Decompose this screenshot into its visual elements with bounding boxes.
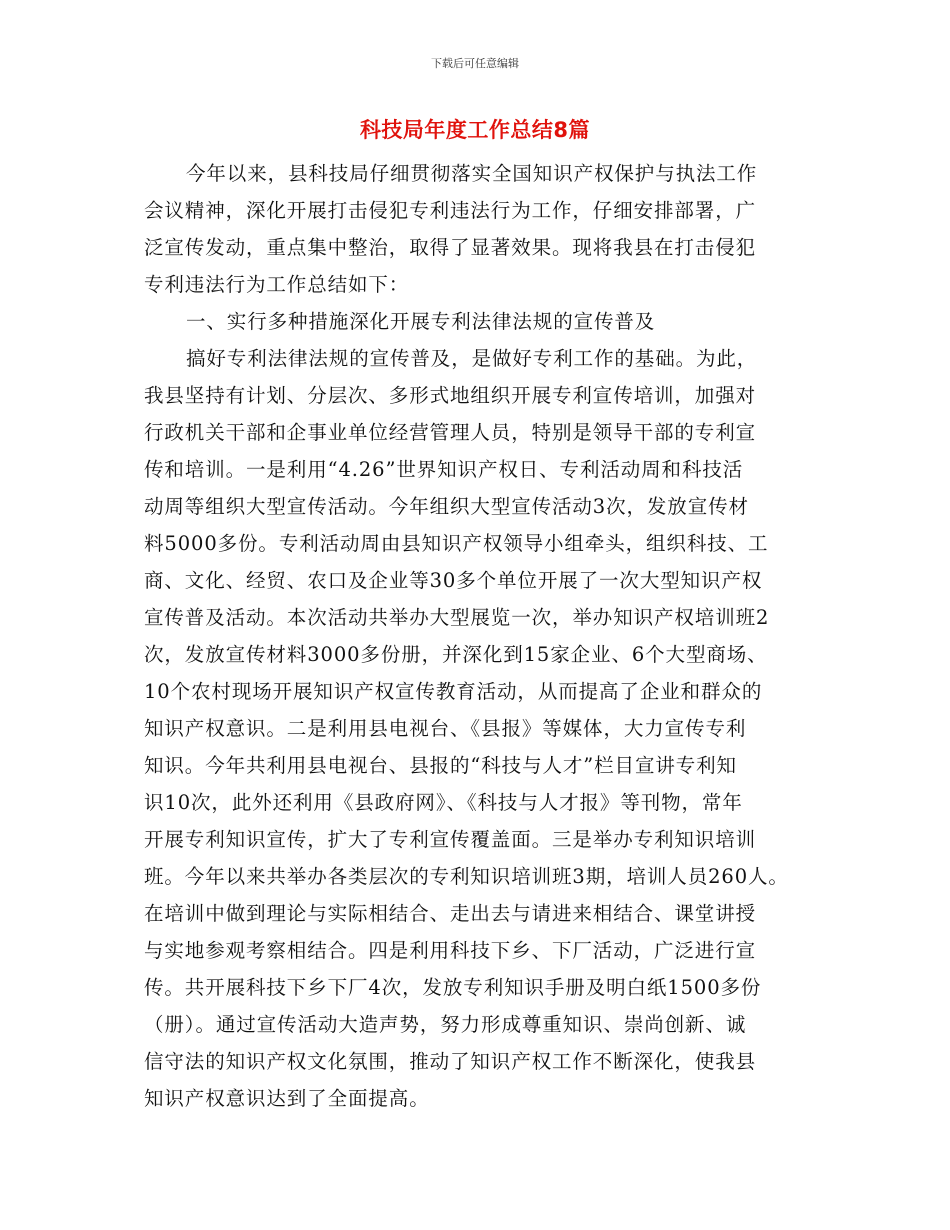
document-body [144,160,824,1122]
body-line: 商、文化、经贸、农口及企业等30多个单位开展了一次大型知识产权 [144,569,763,592]
body-line: 知识产权意识达到了全面提高。 [144,1087,430,1110]
body-line: 今年以来，县科技局仔细贯彻落实全国知识产权保护与执法工作 [186,162,758,185]
body-line: 班。今年以来共举办各类层次的专利知识培训班3期，培训人员260人。 [144,865,789,888]
body-line: 传和培训。一是利用“4.26”世界知识产权日、专利活动周和科技活 [144,458,744,481]
body-line: 与实地参观考察相结合。四是利用科技下乡、下厂活动，广泛进行宣 [144,939,757,962]
body-line: 传。共开展科技下乡下厂4次，发放专利知识手册及明白纸1500多份 [144,976,762,999]
body-line: （册）。通过宣传活动大造声势，努力形成尊重知识、崇尚创新、诚 [144,1013,747,1036]
body-line: 10个农村现场开展知识产权宣传教育活动，从而提高了企业和群众的 [144,680,763,703]
body-line: 会议精神，深化开展打击侵犯专利违法行为工作，仔细安排部署，广 [144,199,757,222]
header-note: 下载后可任意编辑 [431,57,519,70]
body-line: 料5000多份。专利活动周由县知识产权领导小组牵头，组织科技、工 [144,532,769,555]
body-line: 知识。今年共利用县电视台、县报的“科技与人才”栏目宣讲专利知 [144,754,737,777]
body-line: 搞好专利法律法规的宣传普及，是做好专利工作的基础。为此， [186,347,758,370]
body-line: 我县坚持有计划、分层次、多形式地组织开展专利宣传培训，加强对 [144,384,757,407]
body-line: 次，发放宣传材料3000多份册，并深化到15家企业、6个大型商场、 [144,643,768,666]
body-line: 在培训中做到理论与实际相结合、走出去与请进来相结合、课堂讲授 [144,902,757,925]
document-title: 科技局年度工作总结8篇 [359,118,591,142]
section-heading: 一、实行多种措施深化开展专利法律法规的宣传普及 [186,310,656,333]
body-line: 识10次，此外还利用《县政府网》、《科技与人才报》等刊物，常年 [144,791,743,814]
body-line: 行政机关干部和企事业单位经营管理人员，特别是领导干部的专利宣 [144,421,757,444]
body-line: 泛宣传发动，重点集中整治，取得了显著效果。现将我县在打击侵犯 [144,236,757,259]
body-line: 开展专利知识宣传，扩大了专利宣传覆盖面。三是举办专利知识培训 [144,828,757,851]
body-line: 专利违法行为工作总结如下： [144,273,410,296]
body-line: 信守法的知识产权文化氛围，推动了知识产权工作不断深化，使我县 [144,1050,757,1073]
body-line: 宣传普及活动。本次活动共举办大型展览一次，举办知识产权培训班2 [144,606,770,629]
body-line: 知识产权意识。二是利用县电视台、《县报》等媒体，大力宣传专利 [144,717,747,740]
body-line: 动周等组织大型宣传活动。今年组织大型宣传活动3次，发放宣传材 [144,495,749,518]
